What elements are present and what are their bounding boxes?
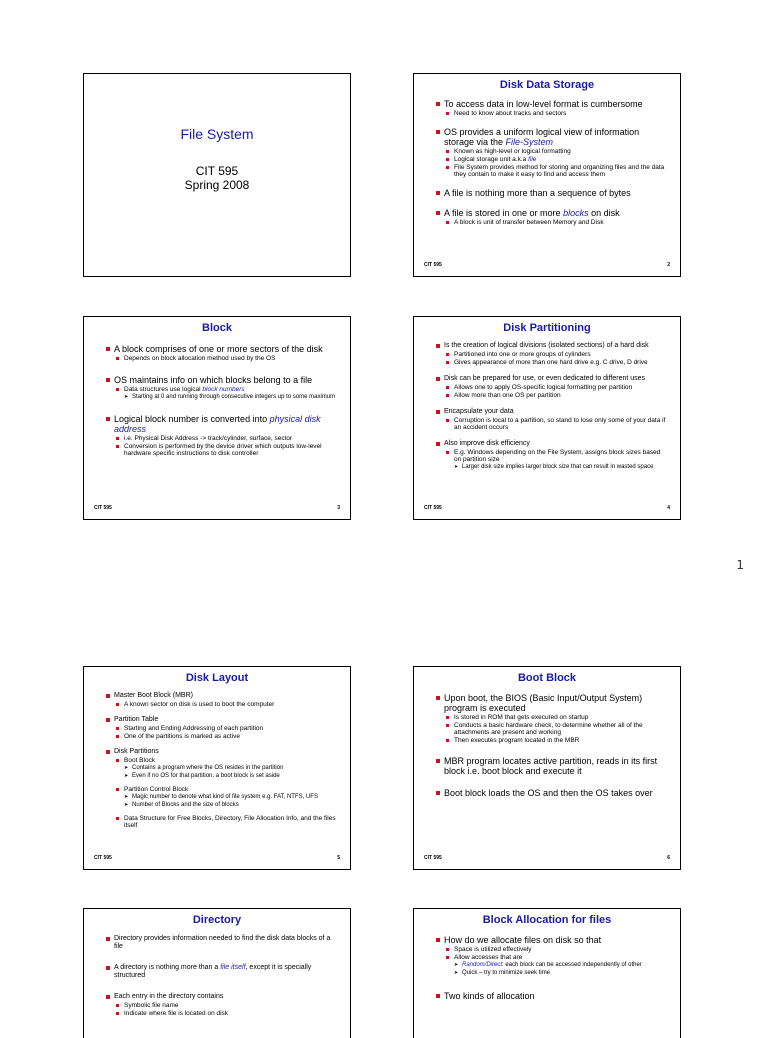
sub-bullet: Partitioned into one or more groups of cylinders	[436, 351, 666, 358]
bullet: A file is nothing more than a sequence of bytes	[436, 188, 666, 198]
bullet: Disk can be prepared for use, or even dedicated to different uses	[436, 375, 666, 383]
sub-bullet: i.e. Physical Disk Address -> track/cylinder, surface, sector	[106, 435, 336, 442]
bullet: OS provides a uniform logical view of information storage via the File-System	[436, 127, 666, 147]
slide-title: Disk Data Storage	[499, 79, 595, 91]
sub-bullet: A block is unit of transfer between Memory and Disk	[436, 219, 666, 226]
slide-8	[413, 908, 681, 1038]
bullet: A block comprises of one or more sectors of the disk	[106, 344, 336, 354]
bullet: A directory is nothing more than a file itself, except it is specially structured	[106, 964, 336, 980]
page-number: 1	[736, 558, 744, 572]
slide-title: Directory	[192, 914, 242, 926]
slide-footer: CIT 595 3	[94, 505, 340, 511]
bullet: OS maintains info on which blocks belong to a file	[106, 375, 336, 385]
sub-bullet: Starting and Ending Addressing of each partition	[106, 725, 336, 732]
slide-6	[413, 666, 681, 870]
slide-footer: CIT 595 6	[424, 855, 670, 861]
sub-sub-bullet: ➤ Magic number to denote what kind of file system e.g. FAT, NTFS, UFS	[106, 794, 336, 801]
bullet: Partition Table	[106, 716, 336, 724]
slide-4	[413, 316, 681, 520]
slide-3	[83, 316, 351, 520]
sub-bullet: E.g. Windows depending on the File System, assigns block sizes based on partition size	[436, 449, 666, 463]
bullet: Boot block loads the OS and then the OS takes over	[436, 788, 666, 798]
bullet: Also improve disk efficiency	[436, 440, 666, 448]
bullet: Directory provides information needed to find the disk data blocks of a file	[106, 935, 336, 951]
sub-bullet: Boot Block	[106, 757, 336, 764]
bullet: Encapsulate your data	[436, 408, 666, 416]
term: Spring 2008	[184, 178, 250, 192]
sub-bullet: Depends on block allocation method used by the OS	[106, 355, 336, 362]
slide-1	[83, 73, 351, 277]
slide-7	[83, 908, 351, 1038]
bullet: Logical block number is converted into physical disk address	[106, 414, 336, 434]
sub-bullet: Conversion is performed by the device driver which outputs low-level hardware specific instructions to disk controller	[106, 443, 336, 457]
bullet: Is the creation of logical divisions (isolated sections) of a hard disk	[436, 342, 666, 350]
sub-bullet: A known sector on disk is used to boot the computer	[106, 701, 336, 708]
sub-sub-bullet: ➤ Even if no OS for that partition, a boot block is set aside	[106, 773, 336, 780]
slide-title: Disk Partitioning	[503, 322, 591, 334]
bullet: Each entry in the directory contains	[106, 993, 336, 1001]
bullet: Upon boot, the BIOS (Basic Input/Output System) program is executed	[436, 693, 666, 713]
bullet: MBR program locates active partition, reads in its first block i.e. boot block and execute it	[436, 756, 666, 776]
sub-bullet: Data structures use logical block numbers	[106, 386, 336, 393]
sub-bullet: Need to know about tracks and sectors	[436, 110, 666, 117]
sub-bullet: Is stored in ROM that gets executed on startup	[436, 714, 666, 721]
slide-subtitle	[84, 164, 350, 192]
slide-5	[83, 666, 351, 870]
course-name: CIT 595	[195, 164, 239, 178]
slide-title: Block	[202, 322, 232, 334]
sub-bullet: Space is utilized effectively	[436, 946, 666, 953]
sub-bullet: Logical storage unit a.k.a file	[436, 156, 666, 163]
sub-sub-bullet: ➤ Larger disk size implies larger block size that can result in wasted space	[436, 464, 666, 471]
sub-sub-bullet: ➤ Starting at 0 and running through consecutive integers up to some maximum	[106, 394, 336, 401]
sub-bullet: Allow more than one OS per partition	[436, 392, 666, 399]
sub-bullet: Allows one to apply OS-specific logical formatting per partition	[436, 384, 666, 391]
sub-bullet: Partition Control Block	[106, 786, 336, 793]
sub-sub-bullet: ➤ Random/Direct: each block can be accessed independently of other	[436, 962, 666, 969]
sub-bullet: Data Structure for Free Blocks, Directory, File Allocation Info, and the files itself	[106, 815, 336, 829]
sub-sub-bullet: ➤ Number of Blocks and the size of blocks	[106, 802, 336, 809]
sub-bullet: Conducts a basic hardware check, to determine whether all of the attachments are present and working	[436, 722, 666, 736]
sub-sub-bullet: ➤ Contains a program where the OS resides in the partition	[106, 765, 336, 772]
slide-footer: CIT 595 5	[94, 855, 340, 861]
sub-bullet: One of the partitions is marked as active	[106, 733, 336, 740]
bullet: To access data in low-level format is cumbersome	[436, 99, 666, 109]
bullet: A file is stored in one or more blocks on disk	[436, 208, 666, 218]
slide-title: Block Allocation for files	[482, 914, 612, 926]
slide-footer: CIT 595 4	[424, 505, 670, 511]
slide-title: File System	[180, 126, 254, 142]
slide-footer: CIT 595 2	[424, 262, 670, 268]
sub-sub-bullet: ➤ Quick – try to minimize seek time	[436, 970, 666, 977]
sub-bullet: File System provides method for storing and organizing files and the data they contain to make it easy to find and access them	[436, 164, 666, 178]
slide-title: Boot Block	[517, 672, 577, 684]
sub-bullet: Then executes program located in the MBR	[436, 737, 666, 744]
slide-2	[413, 73, 681, 277]
bullet: Master Boot Block (MBR)	[106, 692, 336, 700]
slide-title: Disk Layout	[185, 672, 249, 684]
sub-bullet: Known as high-level or logical formatting	[436, 148, 666, 155]
sub-bullet: Gives appearance of more than one hard drive e.g. C drive, D drive	[436, 359, 666, 366]
sub-bullet: Symbolic file name	[106, 1002, 336, 1009]
bullet: How do we allocate files on disk so that	[436, 935, 666, 945]
sub-bullet: Corruption is local to a partition, so stand to lose only some of your data if an accident occurs	[436, 417, 666, 431]
sub-bullet: Indicate where file is located on disk	[106, 1010, 336, 1017]
bullet: Two kinds of allocation	[436, 991, 666, 1001]
bullet: Disk Partitions	[106, 748, 336, 756]
sub-bullet: Allow accesses that are	[436, 954, 666, 961]
